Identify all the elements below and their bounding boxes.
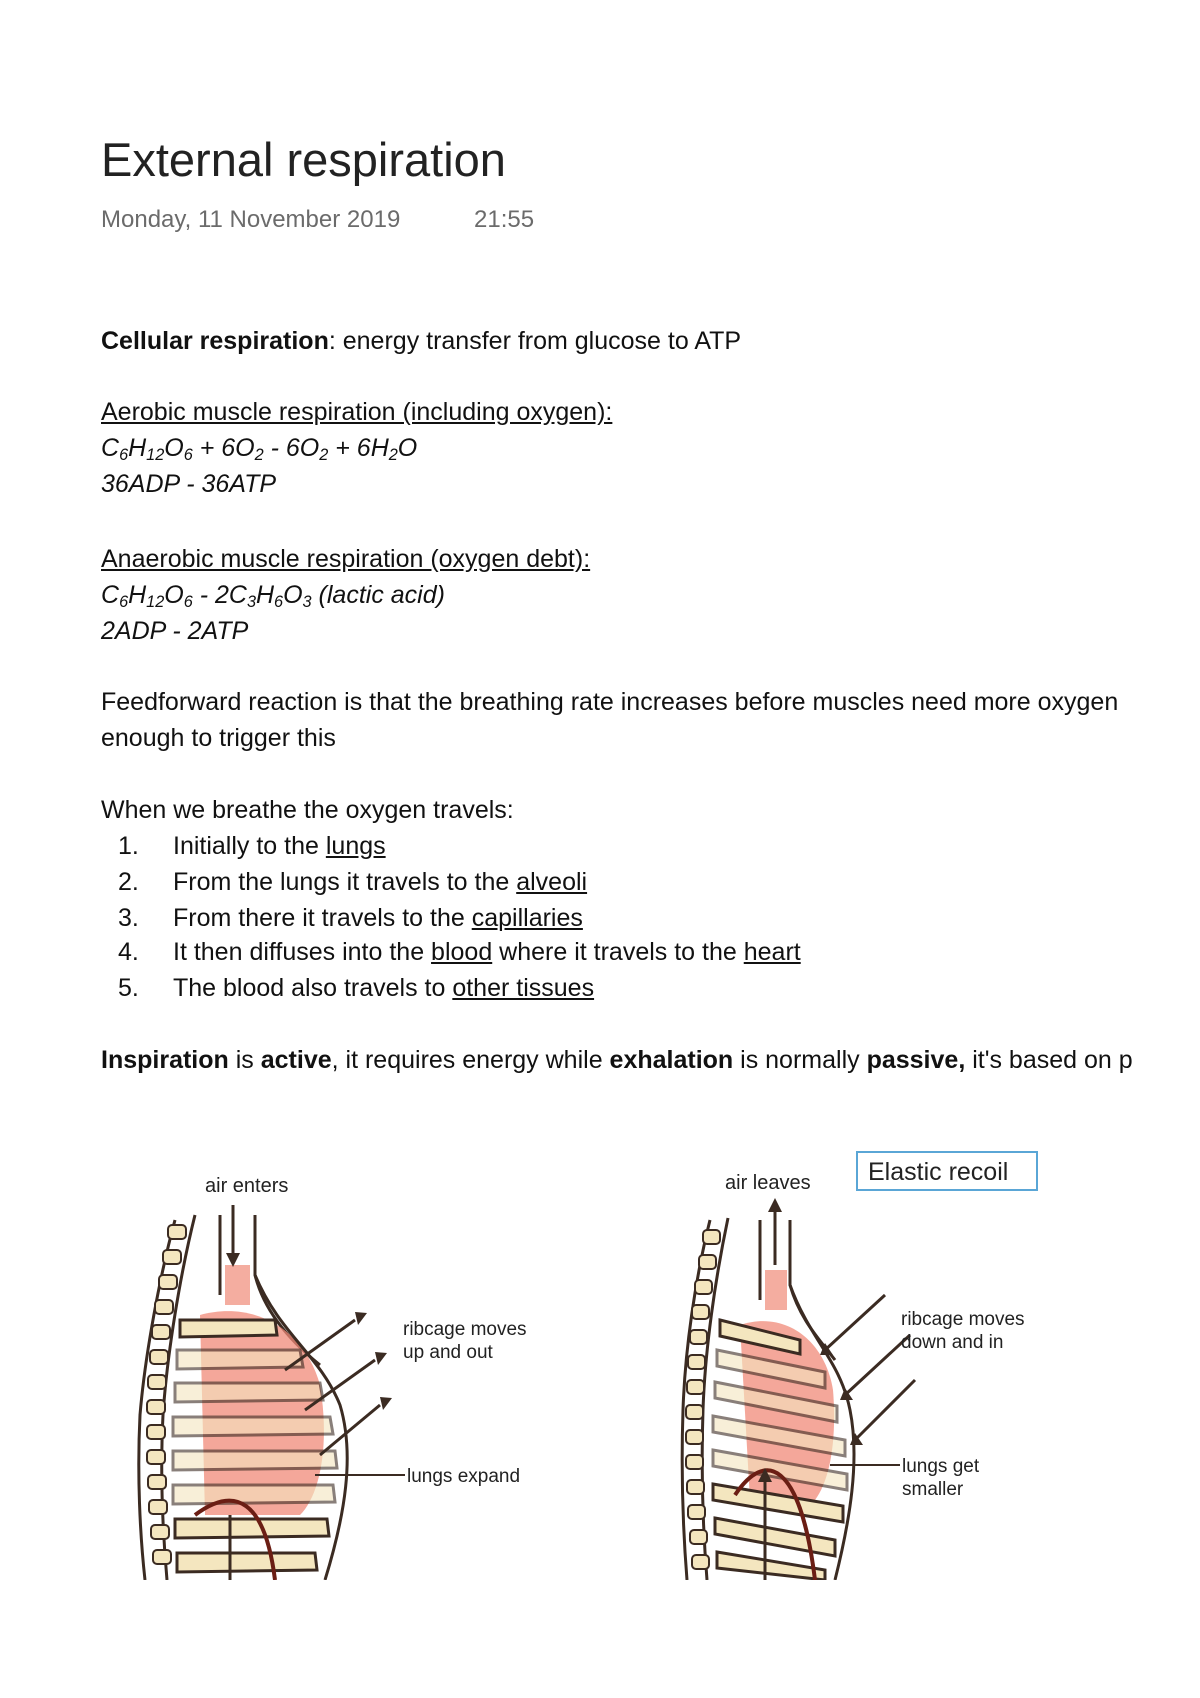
- cellular-respiration-line: [101, 325, 741, 357]
- list-item: 2. From the lungs it travels to the alveoli: [118, 868, 588, 896]
- list-item: 1. Initially to the lungs: [118, 832, 386, 860]
- list-item: 5. The blood also travels to other tissues: [118, 974, 595, 1002]
- inhalation-diagram: [105, 1155, 560, 1580]
- lungs-label-2: smaller: [902, 1479, 964, 1500]
- air-leaves-label: air leaves: [725, 1172, 811, 1194]
- aerobic-atp: 36ADP - 36ATP: [101, 470, 277, 498]
- inhalation-diagram-svg: [105, 1155, 560, 1580]
- feedforward-line-2: enough to trigger this: [101, 724, 336, 752]
- note-time: 21:55: [474, 206, 535, 233]
- spine-outline: [682, 1220, 710, 1580]
- cellular-definition: : energy transfer from glucose to ATP: [328, 327, 742, 355]
- page-title: External respiration: [101, 133, 506, 186]
- ribcage-label-2: up and out: [403, 1342, 493, 1363]
- trachea: [225, 1265, 250, 1305]
- air-enters-label: air enters: [205, 1175, 289, 1197]
- note-date: Monday, 11 November 2019: [101, 206, 401, 233]
- travel-intro: When we breathe the oxygen travels:: [101, 796, 514, 824]
- trachea: [765, 1270, 787, 1310]
- cellular-term: Cellular respiration: [101, 327, 329, 355]
- elastic-recoil-label: Elastic recoil: [868, 1158, 1009, 1186]
- inspiration-line: Inspiration is active, it requires energy while exhalation is normally passive, it's based on p: [101, 1046, 1133, 1074]
- ribcage-label-2: down and in: [901, 1332, 1004, 1353]
- list-item: 4. It then diffuses into the blood where it travels to the heart: [118, 938, 801, 966]
- exhalation-diagram-svg: [665, 1150, 1065, 1580]
- feedforward-line-1: Feedforward reaction is that the breathing rate increases before muscles need more oxygen: [101, 688, 1119, 716]
- ribcage-label-1: ribcage moves: [901, 1309, 1025, 1330]
- air-enters-arrow-head: [226, 1253, 240, 1267]
- anaerobic-heading: Anaerobic muscle respiration (oxygen debt):: [101, 545, 591, 573]
- list-item: 3. From there it travels to the capillaries: [118, 904, 583, 932]
- anaerobic-formula: $C_6H_{12}O_6 - 2C_3H_6O_3$ (lactic acid): [101, 581, 445, 612]
- ribcage-label-1: ribcage moves: [403, 1319, 527, 1340]
- lungs-label-1: lungs get: [902, 1456, 980, 1477]
- air-leaves-arrow-head: [768, 1198, 782, 1212]
- anaerobic-atp: 2ADP - 2ATP: [101, 617, 249, 645]
- lungs-expand-label: lungs expand: [407, 1466, 521, 1487]
- exhalation-diagram: [665, 1150, 1065, 1580]
- aerobic-formula: $C_6H_{12}O_6 + 6O_2 - 6O_2 + 6H_2O$: [101, 434, 418, 465]
- aerobic-heading: Aerobic muscle respiration (including oxygen):: [101, 398, 613, 426]
